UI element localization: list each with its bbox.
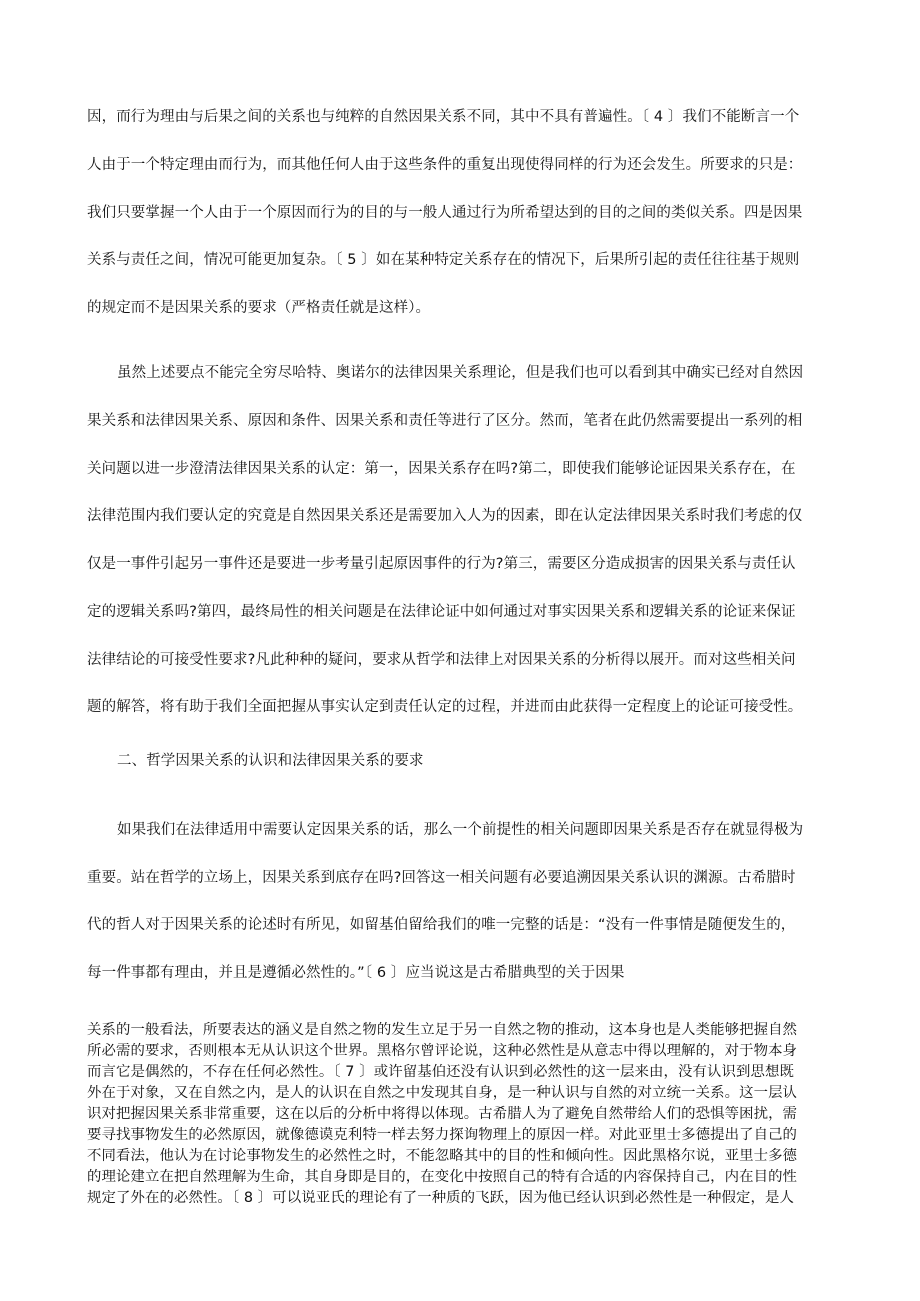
section-heading: 二、哲学因果关系的认识和法律因果关系的要求 bbox=[117, 753, 424, 769]
paragraph-4-line: 规定了外在的必然性。〔 8 〕可以说亚氏的理论有了一种质的飞跃，因为他已经认识到必然性是一种假定，是人 bbox=[87, 1190, 794, 1206]
paragraph-4-line: 关系的一般看法，所要表达的涵义是自然之物的发生立足于另一自然之物的推动，这本身也是人类能够把握自然 bbox=[87, 1022, 798, 1038]
paragraph-1-line: 人由于一个特定理由而行为，而其他任何人由于这些条件的重复出现使得同样的行为还会发生。所要求的只是： bbox=[87, 157, 803, 173]
paragraph-1-line: 我们只要掌握一个人由于一个原因而行为的目的与一般人通过行为所希望达到的目的之间的类似关系。四是因果 bbox=[87, 205, 803, 221]
paragraph-2-line: 果关系和法律因果关系、原因和条件、因果关系和责任等进行了区分。然而，笔者在此仍然需要提出一系列的相 bbox=[87, 413, 803, 429]
paragraph-2-line: 虽然上述要点不能完全穷尽哈特、奥诺尔的法律因果关系理论，但是我们也可以看到其中确实已经对自然因 bbox=[117, 365, 804, 381]
paragraph-4-line: 所必需的要求，否则根本无从认识这个世界。黑格尔曾评论说，这种必然性是从意志中得以理解的，对于物本身 bbox=[87, 1043, 798, 1059]
paragraph-3-line: 代的哲人对于因果关系的论述时有所见，如留基伯留给我们的唯一完整的话是：“没有一件事情是随便发生的， bbox=[87, 917, 796, 933]
paragraph-2-line: 法律范围内我们要认定的究竟是自然因果关系还是需要加入人为的因素，即在认定法律因果关系时我们考虑的仅 bbox=[87, 508, 803, 524]
paragraph-4-line: 识对把握因果关系非常重要，这在以后的分析中将得以体现。古希腊人为了避免自然带给人们的恐惧等困扰，需 bbox=[87, 1106, 798, 1122]
paragraph-2-line: 定的逻辑关系吗?第四，最终局性的相关问题是在法律论证中如何通过对事实因果关系和逻辑关系的论证来保证 bbox=[87, 604, 796, 620]
paragraph-2-line: 法律结论的可接受性要求?凡此种种的疑问，要求从哲学和法律上对因果关系的分析得以展开。而对这些相关问 bbox=[87, 652, 796, 668]
paragraph-1-line: 的规定而不是因果关系的要求（严格责任就是这样）。 bbox=[87, 300, 431, 316]
paragraph-3-line: 如果我们在法律适用中需要认定因果关系的话，那么一个前提性的相关问题即因果关系是否存在就显得极为 bbox=[117, 822, 804, 838]
paragraph-2-line: 题的解答，将有助于我们全面把握从事实认定到责任认定的过程，并进而由此获得一定程度上的论证可接受性。 bbox=[87, 699, 803, 715]
paragraph-4-line: 的理论建立在把自然理解为生命，其自身即是目的，在变化中按照自己的特有合适的内容保持自己，内在目的性 bbox=[87, 1169, 798, 1185]
paragraph-3-line: 每一件事都有理由，并且是遵循必然性的。”〔 6 〕应当说这是古希腊典型的关于因果 bbox=[87, 965, 625, 981]
paragraph-4-line: 而言它是偶然的，不存在任何必然性。〔 7 〕或许留基伯还没有认识到必然性的这一层来由，没有认识到思想既 bbox=[87, 1064, 794, 1080]
paragraph-3-line: 重要。站在哲学的立场上，因果关系到底存在吗?回答这一相关问题有必要追溯因果关系认识的渊源。古希腊时 bbox=[87, 870, 796, 886]
paragraph-2-line: 关问题以进一步澄清法律因果关系的认定：第一，因果关系存在吗?第二，即使我们能够论证因果关系存在，在 bbox=[87, 461, 796, 477]
paragraph-1-line: 关系与责任之间，情况可能更加复杂。〔 5 〕如在某种特定关系存在的情况下，后果所引起的责任往往基于规则 bbox=[87, 252, 800, 268]
paragraph-4-line: 外在于对象，又在自然之内，是人的认识在自然之中发现其自身，是一种认识与自然的对立统一关系。这一层认 bbox=[87, 1085, 798, 1101]
paragraph-2-line: 仅是一事件引起另一事件还是要进一步考量引起原因事件的行为?第三，需要区分造成损害的因果关系与责任认 bbox=[87, 556, 796, 572]
paragraph-1-line: 因，而行为理由与后果之间的关系也与纯粹的自然因果关系不同，其中不具有普遍性。〔 4 〕我们不能断言一个 bbox=[87, 109, 800, 125]
paragraph-4-line: 要寻找事物发生的必然原因，就像德谟克利特一样去努力探询物理上的原因一样。对此亚里士多德提出了自己的 bbox=[87, 1127, 798, 1143]
paragraph-4-line: 不同看法，他认为在讨论事物发生的必然性之时，不能忽略其中的目的性和倾向性。因此黑格尔说，亚里士多德 bbox=[87, 1148, 798, 1164]
